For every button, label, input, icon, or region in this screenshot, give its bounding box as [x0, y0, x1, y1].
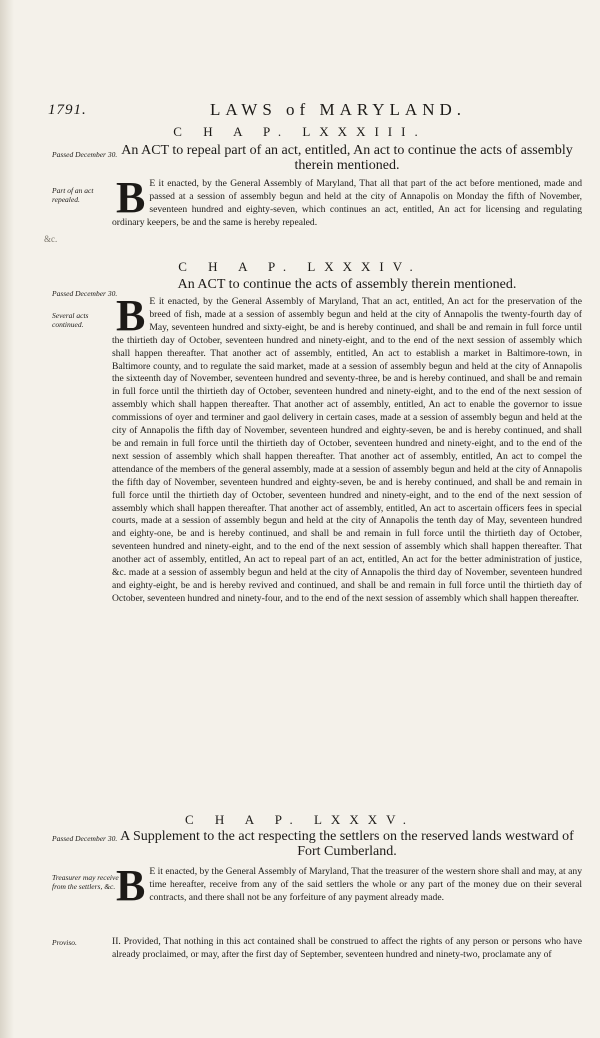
- passed-note-83: Passed December 30.: [52, 150, 118, 159]
- side-note-83: Part of an act repealed.: [52, 186, 94, 204]
- page-binding-shadow: [0, 0, 14, 1038]
- dropcap-85: B: [116, 861, 146, 910]
- passed-note-85: Passed December 30.: [52, 834, 118, 843]
- side-note-84: Several acts continued.: [52, 311, 89, 329]
- running-title: LAWS of MARYLAND.: [210, 100, 466, 119]
- paragraph: E it enacted, by the General Assembly of Maryland, That an act, entitled, An act for the preservation of the breed of fish, made at a session of assembly begun and held at the city of Annapolis the twenty-fourth day of May, seventeen hundred and sixty-eight, be and is hereby continued, and shall be and remain in full force until the thirtieth day of October, seventeen hundred and ninety-eight, and to the end of the next session of assembly which shall happen thereafter. That another act of assembly, entitled, An act to establish a market in Baltimore-town, in Baltimore county, and to regulate the said market, made at a session of assembly begun and held at the city of Annapolis the sixteenth day of November, seventeen hundred and seventy-three, be and is hereby continued, and shall be and remain in full force until the thirtieth day of October, seventeen hundred and ninety-eight, and to the end of the next session of assembly which shall happen thereafter. That another act of assembly, entitled, An act to enable the governor to issue commissions of oyer and terminer and gaol delivery in certain cases, made at a session of assembly begun and held at the city of Annapolis the fifth day of November, seventeen hundred and eighty-seven, be and is hereby continued, and shall be and remain in full force until the thirtieth day of October, seventeen hundred and ninety-eight, and to the end of the next session of assembly which shall happen thereafter. That another act of assembly, entitled, An act to compel the attendance of the members of the general assembly, made at a session of assembly begun and held at the city of Annapolis the fifth day of November, seventeen hundred and eighty-seven, be and is hereby continued, and shall be and remain in full force until the thirtieth day of October, seventeen hundred and ninety-eight, and to the end of the next session of assembly which shall happen thereafter. That another act of assembly, entitled, An act to ascertain officers fees in special courts, made at a session of assembly begun and held at the city of Annapolis the tenth day of May, seventeen hundred and eighty-one, be and is hereby continued, and shall be and remain in full force until the thirtieth day of October, seventeen hundred and ninety-eight, and to the end of the next session of assembly which shall happen thereafter. That another act of assembly, entitled, An act to repeal part of an act, entitled, An act for the better administration of justice, &c. made at a session of assembly begun and held at the city of Annapolis the third day of November, seventeen hundred and eighty-eight, be and is hereby revived and continued, and shall be and remain in full force until the thirtieth day of October, seventeen hundred and ninety-four, and to the end of the next session of assembly which shall happen thereafter.: [112, 296, 582, 604]
- paragraph: E it enacted, by the General Assembly of Maryland, That the treasurer of the western shore shall and may, at any time hereafter, receive from any of the said settlers the whole or any part of the money due on their several contracts, and there shall not be any forfeiture of any payment already made.: [149, 866, 582, 903]
- act-body-85-proviso: [112, 936, 582, 962]
- page-year: 1791.: [48, 102, 87, 118]
- running-head: [40, 100, 580, 120]
- paragraph: II. Provided, That nothing in this act contained shall be construed to affect the rights of any person or persons who have already proclaimed, or may, after the first day of September, seventeen hundred and ninety-two, proclamate any of: [112, 936, 582, 960]
- act-body-83: [112, 173, 582, 230]
- paragraph: E it enacted, by the General Assembly of Maryland, That all that part of the act before mentioned, made and passed at a session of assembly begun and held at the city of Annapolis on Monday the fifth of November, seventeen hundred and eighty-seven, which continues an act, entitled, An act for licensing and regulating ordinary keepers, be and the same is hereby repealed.: [112, 178, 582, 228]
- margin-fragment: &c.: [44, 234, 58, 244]
- chapter-heading-84: C H A P. LXXXIV.: [178, 259, 422, 274]
- act-body-84: [112, 291, 582, 606]
- passed-note-84: Passed December 30.: [52, 289, 118, 298]
- chapter-heading-85: C H A P. LXXXV.: [184, 812, 416, 827]
- side-note-85: Treasurer may receive from the settlers, &c.: [52, 873, 119, 891]
- chapter-heading-83: C H A P. LXXXIII.: [173, 124, 427, 139]
- dropcap-83: B: [116, 173, 146, 222]
- act-body-85: [112, 861, 582, 910]
- act-title-85: A Supplement to the act respecting the settlers on the reserved lands westward of Fort Cumberland.: [120, 829, 574, 859]
- act-title-84: An ACT to continue the acts of assembly therein mentioned.: [177, 277, 517, 292]
- side-note-proviso: Proviso.: [52, 938, 77, 947]
- dropcap-84: B: [116, 291, 146, 340]
- act-title-83: An ACT to repeal part of an act, entitled, An act to continue the acts of assembly therein mentioned.: [121, 143, 573, 173]
